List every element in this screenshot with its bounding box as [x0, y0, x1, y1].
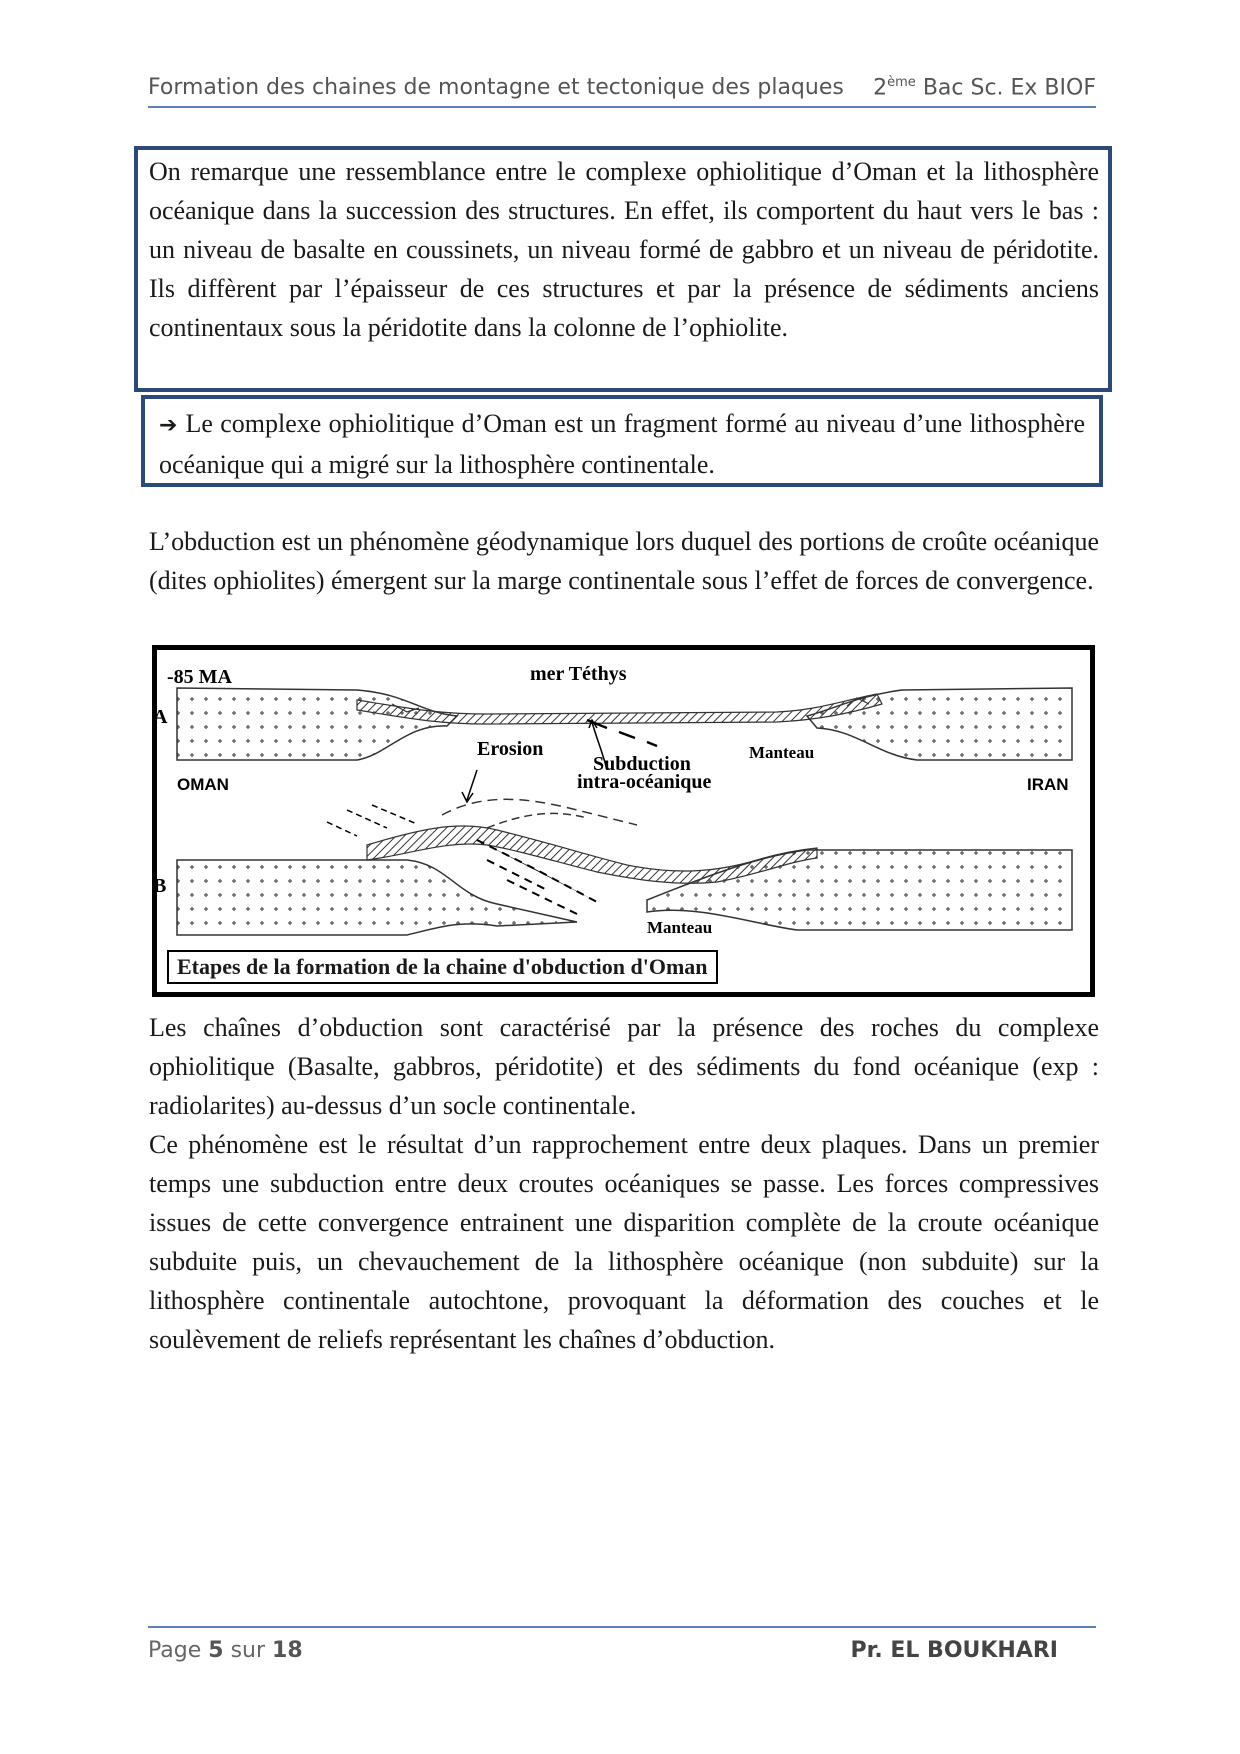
subduction-label-2: intra-océanique — [577, 771, 712, 793]
tethys-oceanic-crust — [357, 694, 882, 724]
sea-label: mer Téthys — [530, 663, 627, 685]
oman-label: OMAN — [177, 775, 229, 794]
subduction-line — [587, 720, 657, 746]
section-a — [153, 663, 1072, 794]
header-level: 2ème Bac Sc. Ex BIOF — [873, 74, 1096, 100]
oman-continent-a — [177, 688, 457, 760]
label-b: B — [153, 875, 167, 897]
obduction-figure — [152, 645, 1095, 997]
obduction-mechanism: Ce phénomène est le résultat d’un rapprochement entre deux plaques. Dans un premier temps une subduction entre deux croutes océaniques se passe. Les forces compressives issues de cette convergence entrainent une disparition complète de la croute océanique subduite puis, un chevauchement de la lithosphère océanique (non subduite) sur la lithosphère continentale autochtone, provoquant la déformation des couches et le soulèvement de reliefs représentant les chaînes d’obduction. — [149, 1130, 1099, 1354]
page-footer — [148, 1626, 1096, 1668]
header-title: Formation des chaines de montagne et tectonique des plaques — [148, 75, 844, 100]
author: Pr. EL BOUKHARI — [850, 1638, 1058, 1663]
arrow-icon: ➔ — [159, 413, 178, 438]
obduction-definition: L’obduction est un phénomène géodynamique lors duquel des portions de croûte océanique (dites ophiolites) émergent sur la marge continentale sous l’effet de forces de convergence. — [149, 527, 1099, 595]
conclusion-text: ➔ Le complexe ophiolitique d’Oman est un fragment formé au niveau d’une lithosphère océanique qui a migré sur la lithosphère continentale. — [159, 409, 1085, 479]
obduction-characteristics: Les chaînes d’obduction sont caractérisé par la présence des roches du complexe ophiolitique (Basalte, gabbros, péridotite) et des sédiments du fond océanique (exp : radiolarites) au-dessus d’un socle continentale. — [149, 1013, 1099, 1120]
oman-continent-b — [177, 860, 577, 935]
iran-continent-a — [807, 688, 1072, 760]
eroded-relief — [442, 799, 637, 825]
manteau-label-b: Manteau — [647, 918, 713, 937]
comparison-text: On remarque une ressemblance entre le complexe ophiolitique d’Oman et la lithosphère océanique dans la succession des structures. En effet, ils comportent du haut vers le bas : un niveau de basalte en coussinets, un niveau formé de gabbro et un niveau de péridotite. Ils diffèrent par l’épaisseur de ces structures et par la présence de sédiments anciens continentaux sous la péridotite dans la colonne de l’ophiolite. — [149, 157, 1099, 342]
label-a: A — [153, 706, 168, 728]
page-header — [148, 72, 1096, 108]
age-label: -85 MA — [167, 666, 232, 688]
obduction-diagram — [153, 650, 1090, 992]
figure-caption: Etapes de la formation de la chaine d'obduction d'Oman — [167, 950, 718, 984]
page-number: Page 5 sur 18 — [148, 1638, 303, 1663]
conclusion-box — [141, 395, 1103, 487]
manteau-label-a: Manteau — [749, 743, 815, 762]
thrust-faults — [327, 805, 417, 836]
erosion-label: Erosion — [477, 738, 544, 760]
eroded-relief — [487, 813, 587, 828]
subduction-label-1: Subduction — [593, 753, 691, 775]
iran-label: IRAN — [1027, 775, 1069, 794]
